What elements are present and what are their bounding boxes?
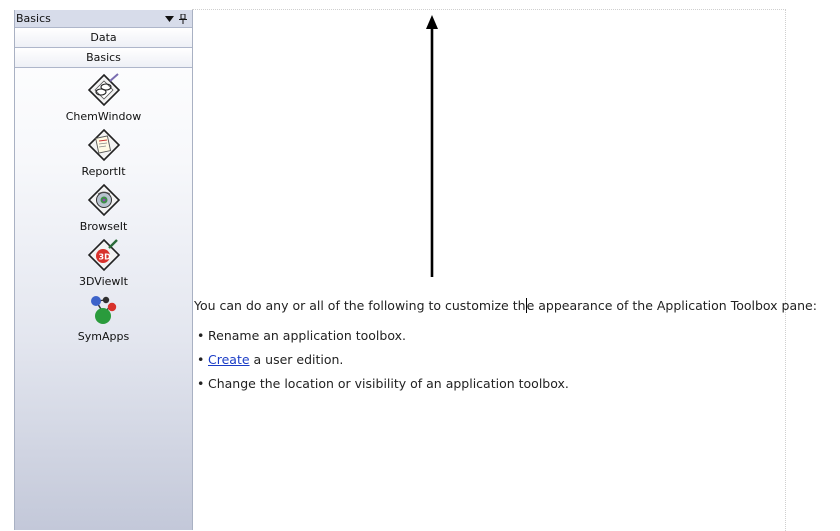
list-item-text: a user edition. (249, 352, 344, 367)
section-tab-data[interactable]: Data (15, 28, 192, 48)
app-label: SymApps (77, 330, 130, 343)
app-label: ReportIt (81, 165, 126, 178)
app-label: BrowseIt (79, 220, 128, 233)
create-link[interactable]: Create (208, 352, 250, 367)
app-list (15, 68, 192, 347)
app-reportit[interactable] (15, 127, 192, 182)
dropdown-arrow-icon[interactable] (162, 16, 176, 22)
chemwindow-icon (86, 72, 122, 108)
pane-header (15, 10, 192, 28)
app-label: 3DViewIt (79, 275, 128, 288)
app-chemwindow[interactable] (15, 72, 192, 127)
list-item-rename (192, 328, 569, 352)
section-tab-basics[interactable]: Basics (15, 48, 192, 68)
bullet: • (197, 328, 205, 343)
app-symapps[interactable] (15, 292, 192, 347)
app-3dviewit[interactable] (15, 237, 192, 292)
up-arrow-annotation (192, 10, 785, 290)
customize-list (192, 328, 569, 400)
pane-title: Basics (16, 12, 51, 25)
browseit-icon (86, 182, 122, 218)
bullet: • (197, 352, 205, 367)
list-item-text: Change the location or visibility of an application toolbox. (208, 376, 569, 391)
list-item-location (192, 376, 569, 400)
app-browseit[interactable] (15, 182, 192, 237)
help-content (192, 9, 817, 531)
pin-icon[interactable] (176, 14, 190, 24)
3dviewit-icon (86, 237, 122, 273)
intro-text-end: e appearance of the Application Toolbox pane: (526, 298, 817, 313)
intro-paragraph (194, 298, 817, 313)
reportit-icon (86, 127, 122, 163)
application-toolbox-pane (14, 10, 193, 530)
symapps-icon (86, 292, 122, 328)
intro-text-start: You can do any or all of the following to customize th (194, 298, 526, 313)
app-label: ChemWindow (65, 110, 142, 123)
bullet: • (197, 376, 205, 391)
list-item-text: Rename an application toolbox. (208, 328, 406, 343)
svg-text:3D: 3D (98, 252, 111, 262)
list-item-create (192, 352, 569, 376)
